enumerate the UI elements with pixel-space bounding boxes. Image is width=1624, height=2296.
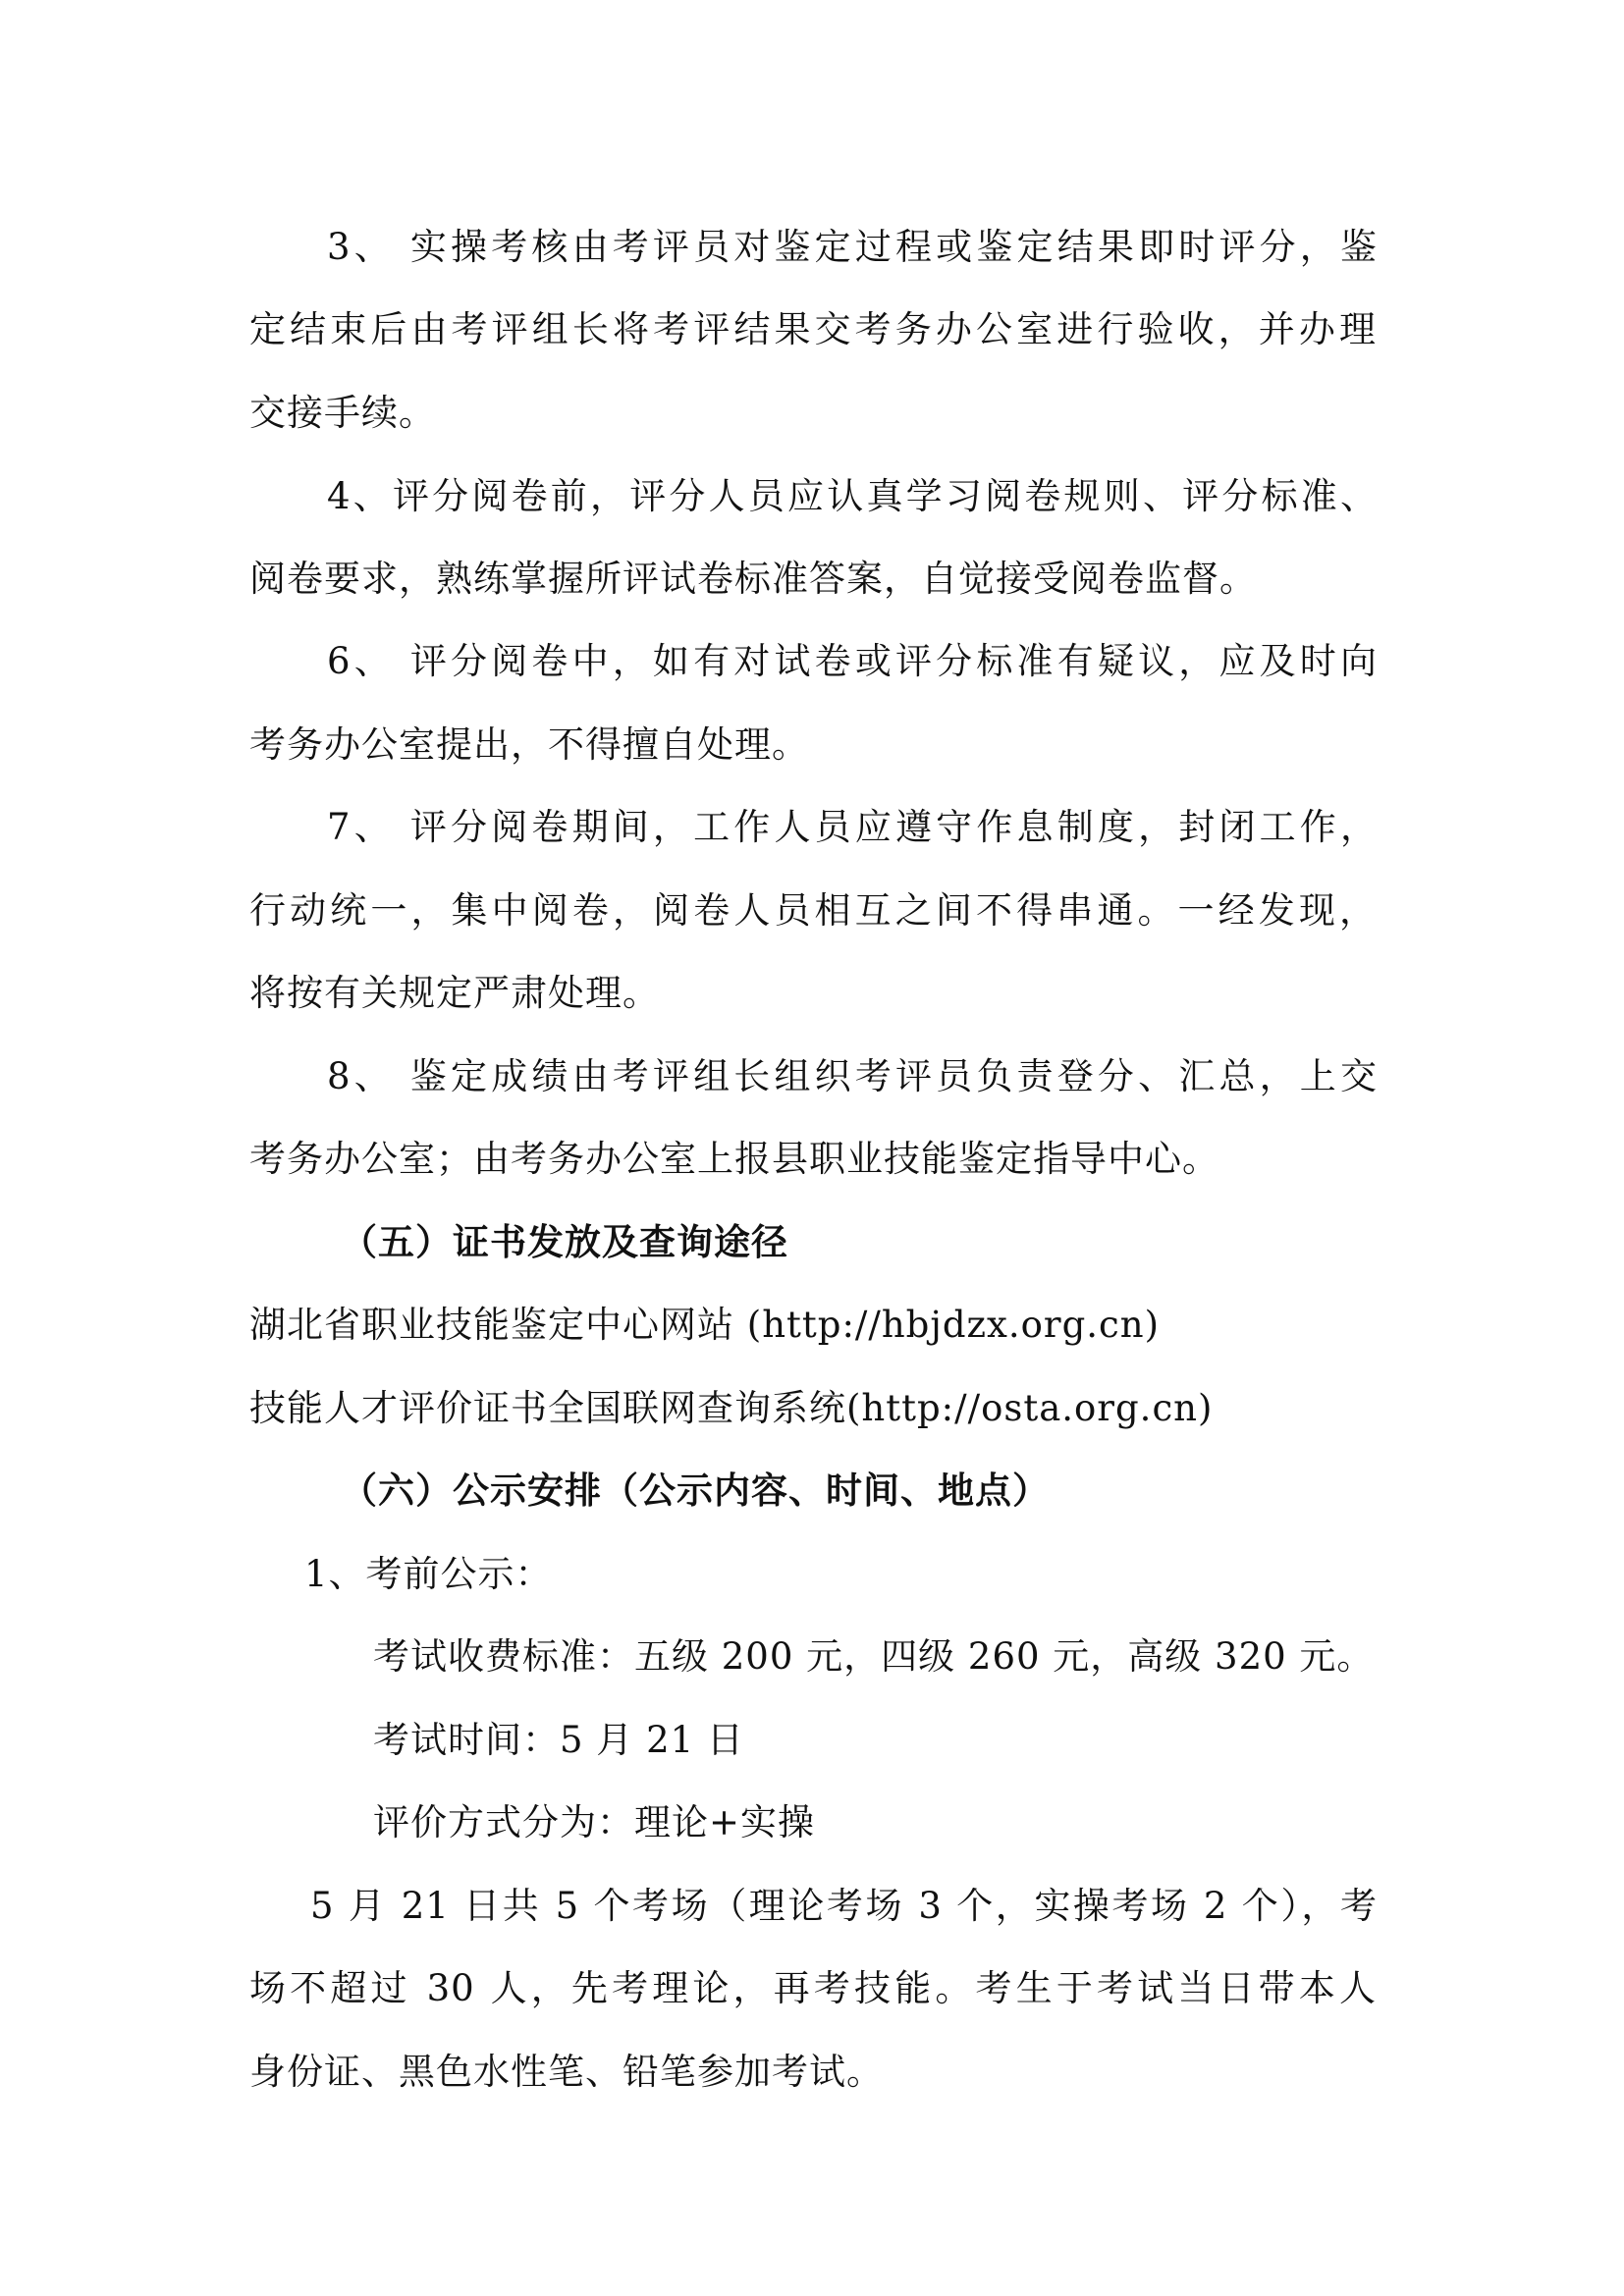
paragraph-4-line-2: 阅卷要求，熟练掌握所评试卷标准答案，自觉接受阅卷监督。 xyxy=(249,558,1257,600)
paragraph-8-line-2: 考务办公室；由考务办公室上报县职业技能鉴定指导中心。 xyxy=(249,1138,1219,1180)
section-heading-6: （六）公示安排（公示内容、时间、地点） xyxy=(341,1469,1050,1512)
final-paragraph-line-2: 场不超过 30 人，先考理论，再考技能。考生于考试当日带本人 xyxy=(249,1967,1377,2009)
paragraph-6-line-2: 考务办公室提出，不得擅自处理。 xyxy=(249,723,809,766)
paragraph-7-line-2: 行动统一，集中阅卷，阅卷人员相互之间不得串通。一经发现， xyxy=(249,889,1377,932)
paragraph-7-line-3: 将按有关规定严肃处理。 xyxy=(249,972,660,1014)
evaluation-method: 评价方式分为：理论+实操 xyxy=(373,1801,816,1843)
exam-fee-standard: 考试收费标准：五级 200 元，四级 260 元，高级 320 元。 xyxy=(373,1635,1375,1678)
query-site-national: 技能人才评价证书全国联网查询系统(http://osta.org.cn) xyxy=(249,1387,1214,1429)
query-site-hubei: 湖北省职业技能鉴定中心网站 (http://hbjdzx.org.cn) xyxy=(249,1304,1161,1346)
paragraph-3-line-3: 交接手续。 xyxy=(249,392,436,434)
item-1-pre-exam-notice: 1、考前公示： xyxy=(304,1553,553,1595)
paragraph-4-line-1: 4、评分阅卷前，评分人员应认真学习阅卷规则、评分标准、 xyxy=(327,475,1378,517)
paragraph-6-line-1: 6、 评分阅卷中，如有对试卷或评分标准有疑议，应及时向 xyxy=(327,640,1378,682)
paragraph-8-line-1: 8、 鉴定成绩由考评组长组织考评员负责登分、汇总，上交 xyxy=(327,1055,1378,1097)
paragraph-3-line-2: 定结束后由考评组长将考评结果交考务办公室进行验收，并办理 xyxy=(249,308,1377,350)
section-heading-5: （五）证书发放及查询途径 xyxy=(341,1221,788,1263)
paragraph-3-line-1: 3、 实操考核由考评员对鉴定过程或鉴定结果即时评分，鉴 xyxy=(327,226,1378,268)
paragraph-7-line-1: 7、 评分阅卷期间，工作人员应遵守作息制度，封闭工作， xyxy=(327,806,1378,848)
final-paragraph-line-1: 5 月 21 日共 5 个考场（理论考场 3 个，实操考场 2 个），考 xyxy=(310,1885,1378,1927)
final-paragraph-line-3: 身份证、黑色水性笔、铅笔参加考试。 xyxy=(249,2051,884,2093)
exam-time: 考试时间：5 月 21 日 xyxy=(373,1719,744,1761)
